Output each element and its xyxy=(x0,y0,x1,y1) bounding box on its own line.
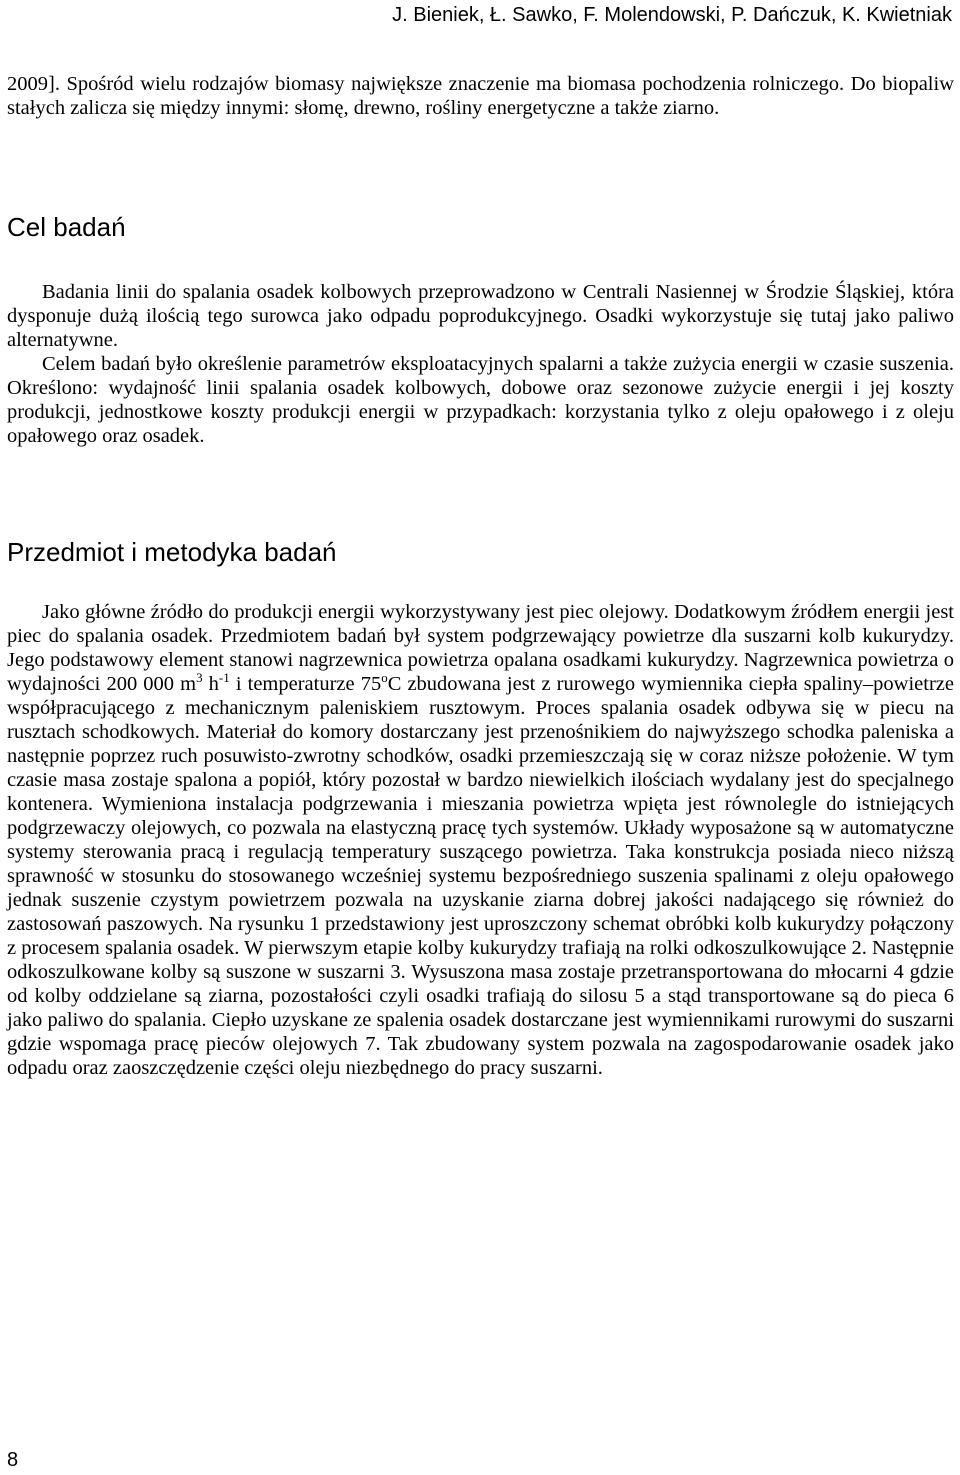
przedmiot-text-part-1: Jako główne źródło do produkcji energii wykorzystywany jest piec olejowy. Dodatkowym źródłem energii jest piec do spalania osadek. Przedmiotem badań był system podgrzewający powietrze dla suszarni kolb kukurydzy. Jego podstawowy element stanowi nagrzewnica powietrza opalana osadkami kukurydzy. Nagrzewnica powietrza o wydajności 200 000 m xyxy=(7,601,954,695)
superscript-degree: o xyxy=(381,670,388,686)
przedmiot-text-part-4: C zbudowana jest z rurowego wymiennika ciepła spaliny–powietrze współpracującego z mechanicznym paleniskiem rusztowym. Proces spalania osadek odbywa się w piecu na rusztach schodkowych. Materiał do komory dostarczany jest przenośnikiem do najwyższego schodka paleniska a następnie poprzez ruch posuwisto-zwrotny schodków, osadki przemieszczają się w coraz niższe położenie. W tym czasie masa zostaje spalona a popiół, który pozostał w bardzo niewielkich ilościach wydalany jest do specjalnego kontenera. Wymieniona instalacja podgrzewania i mieszania powietrza wpięta jest równolegle do istniejących podgrzewaczy olejowych, co pozwala na elastyczną pracę tych systemów. Układy wyposażone są w automatyczne systemy sterowania pracą i regulacją temperatury suszącego powietrza. Taka konstrukcja posiada nieco niższą sprawność w stosunku do stosowanego wcześniej systemu bezpośredniego suszenia spalinami z oleju opałowego jednak suszenie czystym powietrzem pozwala na uzyskanie ziarna dobrej jakości nadającego się również do zastosowań paszowych. Na rysunku 1 przedstawiony jest uproszczony schemat obróbki kolb kukurydzy połączony z procesem spalania osadek. W pierwszym etapie kolby kukurydzy trafiają na rolki odkoszulkowujące 2. Następnie odkoszulkowane kolby są suszone w suszarni 3. Wysuszona masa zostaje przetransportowana do młocarni 4 gdzie od kolby oddzielane są ziarna, pozostałości czyli osadki trafiają do silosu 5 a stąd transportowane są do pieca 6 jako paliwo do spalania. Ciepło uzyskane ze spalenia osadek dostarczane jest wymiennikami rurowymi do suszarni gdzie wspomaga pracę pieców olejowych 7. Tak zbudowany system pozwala na zagospodarowanie osadek jako odpadu oraz zaoszczędzenie części oleju niezbędnego do pracy suszarni. xyxy=(7,673,955,1079)
intro-text: 2009]. Spośród wielu rodzajów biomasy największe znaczenie ma biomasa pochodzenia rolniczego. Do biopaliw stałych zalicza się między innymi: słomę, drewno, rośliny energetyczne a także ziarno. xyxy=(7,73,954,119)
przedmiot-text-part-2: h xyxy=(202,673,219,695)
superscript-cubic: 3 xyxy=(196,670,203,686)
section-przedmiot-paragraph xyxy=(7,600,954,1080)
page-number: 8 xyxy=(7,1449,19,1471)
section-heading-cel-badan: Cel badań xyxy=(7,212,126,242)
running-header-authors: J. Bieniek, Ł. Sawko, F. Molendowski, P. Dańczuk, K. Kwietniak xyxy=(392,4,952,26)
section-cel-badan-paragraph-2: Celem badań było określenie parametrów eksploatacyjnych spalarni a także zużycia energii w czasie suszenia. Określono: wydajność linii spalania osadek kolbowych, dobowe oraz sezonowe zużycie energii i jej koszty produkcji, jednostkowe koszty produkcji energii w przypadkach: korzystania tylko z oleju opałowego i z oleju opałowego oraz osadek. xyxy=(7,353,954,447)
section-przedmiot-body xyxy=(7,600,954,1080)
intro-paragraph xyxy=(7,72,954,120)
section-heading-przedmiot-i-metodyka: Przedmiot i metodyka badań xyxy=(7,537,337,567)
section-cel-badan-body xyxy=(7,280,954,448)
section-cel-badan-paragraph-1: Badania linii do spalania osadek kolbowych przeprowadzono w Centrali Nasiennej w Środzie Śląskiej, która dysponuje dużą ilością tego surowca jako odpadu poprodukcyjnego. Osadki wykorzystuje się tutaj jako paliwo alternatywne. xyxy=(7,281,954,351)
przedmiot-text-part-3: i temperaturze 75 xyxy=(229,673,382,695)
superscript-per-hour: -1 xyxy=(218,670,230,686)
